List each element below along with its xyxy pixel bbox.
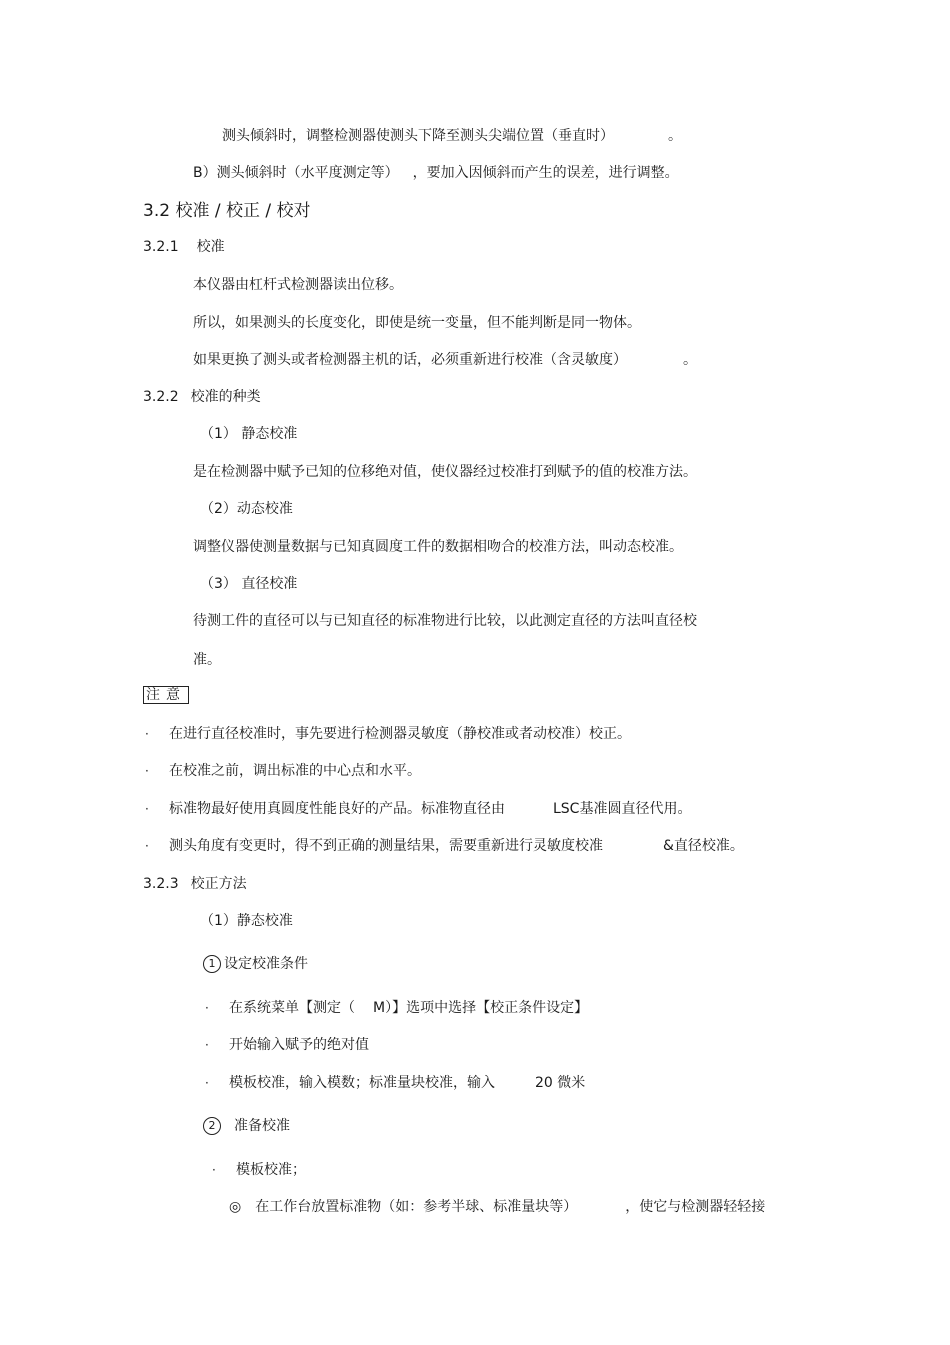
section-heading-3-2: 3.2 校准 / 校正 / 校对 (143, 201, 311, 221)
step-bullet: 模板校准； (236, 1162, 306, 1178)
step-heading: 1 设定校准条件 (203, 955, 308, 973)
paragraph: 所以，如果测头的长度变化，即使是统一变量，但不能判断是同一物体。 (193, 315, 641, 331)
bullet-dot: · (212, 1163, 216, 1177)
circled-number-2: 2 (203, 1117, 221, 1135)
notice-bullet: 标准物最好使用真圆度性能良好的产品。标准物直径由 LSC基准圆直径代用。 (169, 801, 692, 817)
paragraph: 是在检测器中赋予已知的位移绝对值，使仪器经过校准打到赋予的值的校准方法。 (193, 464, 697, 480)
item-heading: （1） 静态校准 (200, 426, 298, 442)
subsection-heading-3-2-3: 3.2.3 校正方法 (143, 876, 247, 892)
item-heading: （1）静态校准 (200, 913, 293, 929)
bullet-dot: · (145, 764, 149, 778)
bullet-dot: · (205, 1076, 209, 1090)
step-bullet: ◎ 在工作台放置标准物（如：参考半球、标准量块等） ，使它与检测器轻轻接 (229, 1199, 766, 1215)
notice-bullet: 在进行直径校准时，事先要进行检测器灵敏度（静校准或者动校准）校正。 (169, 726, 631, 742)
step-bullet: 开始输入赋予的绝对值 (229, 1037, 369, 1053)
text-line: B）测头倾斜时（水平度测定等） ，要加入因倾斜而产生的误差，进行调整。 (193, 165, 679, 181)
notice-label: 注意 (143, 686, 189, 704)
item-heading: （3） 直径校准 (200, 576, 298, 592)
step-bullet: 模板校准，输入模数；标准量块校准，输入 20 微米 (229, 1075, 586, 1091)
circled-number-1: 1 (203, 955, 221, 973)
bullet-dot: · (145, 839, 149, 853)
text-line: 测头倾斜时，调整检测器使测头下降至测头尖端位置（垂直时） 。 (222, 128, 682, 144)
bullet-dot: · (145, 802, 149, 816)
ring-bullet-icon: ◎ (229, 1199, 242, 1215)
notice-bullet: 测头角度有变更时，得不到正确的测量结果，需要重新进行灵敏度校准 &直径校准。 (169, 838, 744, 854)
bullet-dot: · (205, 1038, 209, 1052)
item-heading: （2）动态校准 (200, 501, 293, 517)
paragraph: 准。 (193, 652, 221, 668)
subsection-heading-3-2-1: 3.2.1 校准 (143, 239, 225, 255)
notice-box (143, 686, 189, 704)
paragraph: 待测工件的直径可以与已知直径的标准物进行比较，以此测定直径的方法叫直径校 (193, 613, 697, 629)
bullet-dot: · (145, 727, 149, 741)
step-bullet: 在系统菜单【测定（ M）】选项中选择【校正条件设定】 (229, 1000, 589, 1016)
paragraph: 调整仪器使测量数据与已知真圆度工件的数据相吻合的校准方法，叫动态校准。 (193, 539, 683, 555)
step-heading: 2 准备校准 (203, 1117, 290, 1135)
notice-bullet: 在校准之前，调出标准的中心点和水平。 (169, 763, 421, 779)
paragraph: 本仪器由杠杆式检测器读出位移。 (193, 277, 403, 293)
paragraph: 如果更换了测头或者检测器主机的话，必须重新进行校准（含灵敏度） 。 (193, 352, 697, 368)
subsection-heading-3-2-2: 3.2.2 校准的种类 (143, 389, 261, 405)
bullet-dot: · (205, 1001, 209, 1015)
